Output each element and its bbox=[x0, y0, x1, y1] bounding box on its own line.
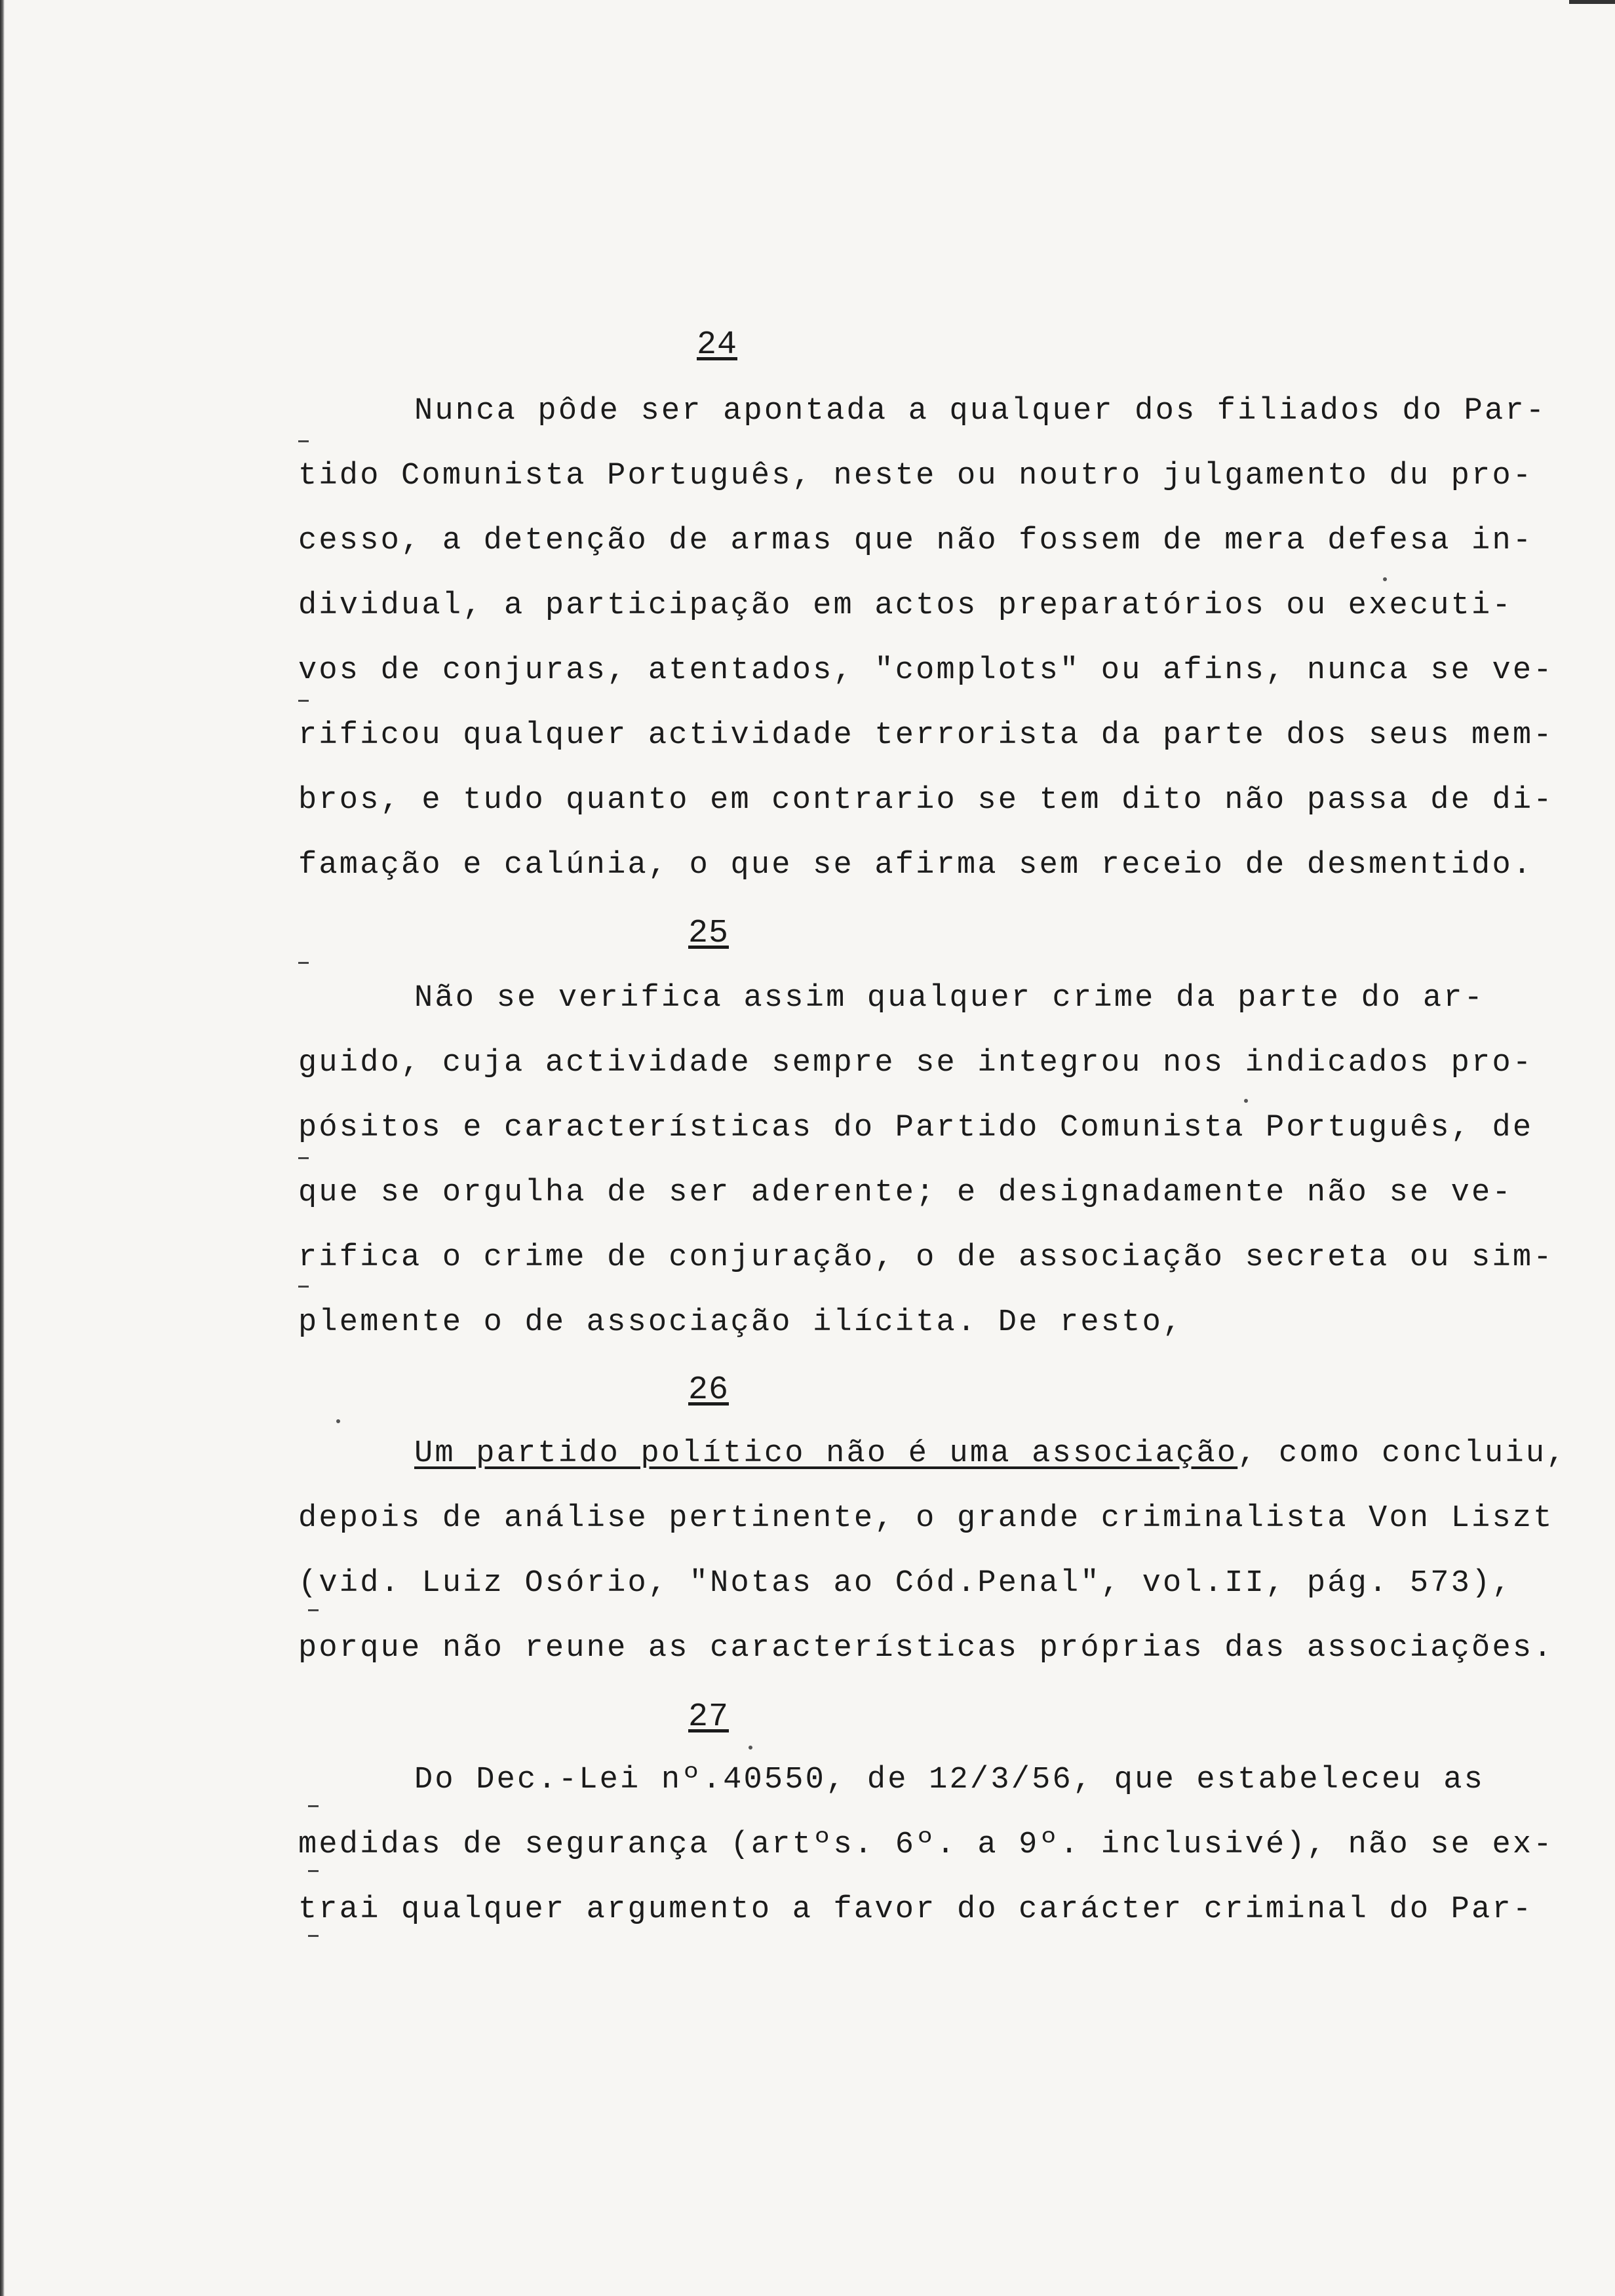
scan-corner-mark bbox=[1569, 0, 1615, 4]
section-number-24: 24 bbox=[697, 326, 738, 364]
scan-left-edge bbox=[0, 0, 5, 2296]
paragraph-line: tido Comunista Português, neste ou noutro julgamento du pro- bbox=[298, 459, 1534, 493]
paragraph-line: bros, e tudo quanto em contrario se tem dito não passa de di- bbox=[298, 783, 1554, 818]
scan-mark bbox=[308, 1805, 319, 1807]
scan-mark bbox=[298, 962, 309, 964]
paragraph-line: dividual, a participação em actos preparatórios ou executi- bbox=[298, 588, 1513, 623]
paragraph-line: depois de análise pertinente, o grande criminalista Von Liszt bbox=[298, 1501, 1554, 1536]
underlined-phrase: Um partido político não é uma associação bbox=[414, 1436, 1238, 1471]
section-number-26: 26 bbox=[688, 1371, 730, 1409]
paragraph-line-first bbox=[414, 1438, 1567, 1469]
paragraph-line: plemente o de associação ilícita. De resto, bbox=[298, 1305, 1184, 1340]
section-number-25: 25 bbox=[688, 915, 730, 952]
paragraph-line: pósitos e características do Partido Comunista Português, de bbox=[298, 1111, 1534, 1145]
paragraph-line: medidas de segurança (artºs. 6º. a 9º. inclusivé), não se ex- bbox=[298, 1827, 1554, 1862]
scan-speck bbox=[1244, 1099, 1248, 1103]
scan-mark bbox=[308, 1870, 319, 1872]
scan-mark bbox=[298, 1286, 309, 1288]
scan-mark bbox=[308, 1935, 319, 1937]
paragraph-line: rifica o crime de conjuração, o de associação secreta ou sim- bbox=[298, 1240, 1554, 1275]
paragraph-line: guido, cuja actividade sempre se integrou nos indicados pro- bbox=[298, 1046, 1534, 1081]
paragraph-line: Nunca pôde ser apontada a qualquer dos filiados do Par- bbox=[414, 394, 1547, 429]
paragraph-line-rest: , como concluiu, bbox=[1237, 1436, 1567, 1471]
paragraph-line: rificou qualquer actividade terrorista da parte dos seus mem- bbox=[298, 718, 1554, 753]
paragraph-line: porque não reune as características próprias das associações. bbox=[298, 1631, 1554, 1666]
scan-speck bbox=[749, 1746, 752, 1750]
scan-speck bbox=[336, 1419, 340, 1423]
paragraph-line: Do Dec.-Lei nº.40550, de 12/3/56, que estabeleceu as bbox=[414, 1763, 1485, 1797]
scan-mark bbox=[298, 700, 309, 702]
scan-mark bbox=[298, 440, 309, 442]
paragraph-line: Não se verifica assim qualquer crime da parte do ar- bbox=[414, 981, 1485, 1016]
paragraph-line: vos de conjuras, atentados, "complots" ou afins, nunca se ve- bbox=[298, 653, 1554, 688]
paragraph-line: que se orgulha de ser aderente; e designadamente não se ve- bbox=[298, 1176, 1513, 1210]
paragraph-line: famação e calúnia, o que se afirma sem receio de desmentido. bbox=[298, 848, 1534, 883]
scan-mark bbox=[308, 1609, 319, 1611]
section-number-27: 27 bbox=[688, 1698, 730, 1736]
paragraph-line: cesso, a detenção de armas que não fossem de mera defesa in- bbox=[298, 524, 1534, 558]
scan-mark bbox=[298, 1157, 309, 1159]
paragraph-line: trai qualquer argumento a favor do carácter criminal do Par- bbox=[298, 1892, 1534, 1927]
scan-speck bbox=[1383, 577, 1387, 581]
paragraph-line: (vid. Luiz Osório, "Notas ao Cód.Penal", vol.II, pág. 573), bbox=[298, 1566, 1513, 1601]
